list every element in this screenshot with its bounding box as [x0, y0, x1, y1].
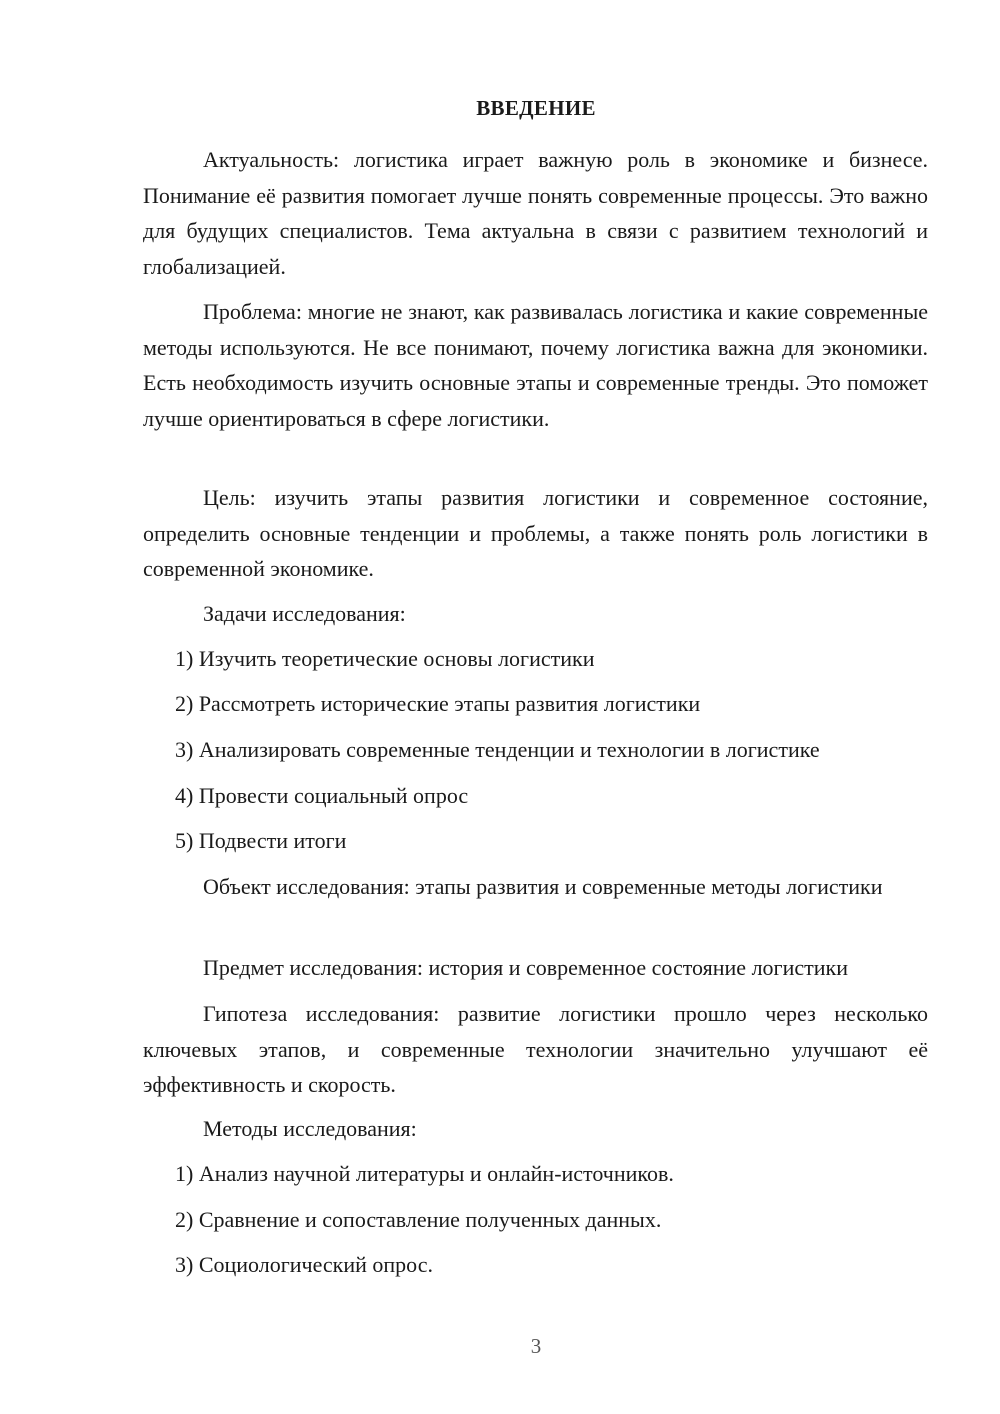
method-item: 2) Сравнение и сопоставление полученных данных.: [175, 1207, 662, 1232]
methods-heading: Методы исследования:: [203, 1116, 417, 1141]
subject-paragraph: Предмет исследования: история и современное состояние логистики: [203, 955, 848, 980]
task-item: 3) Анализировать современные тенденции и технологии в логистике: [175, 737, 820, 762]
task-item: 5) Подвести итоги: [175, 828, 347, 853]
hypothesis-paragraph: Гипотеза исследования: развитие логистики прошло через несколько ключевых этапов, и современные технологии значительно улучшают её эффективность и скорость.: [143, 1001, 928, 1097]
goal-paragraph: Цель: изучить этапы развития логистики и современное состояние, определить основные тенденции и проблемы, а также понять роль логистики в современной экономике.: [143, 485, 928, 581]
page-number: 3: [530, 1334, 542, 1358]
task-item: 1) Изучить теоретические основы логистики: [175, 646, 595, 671]
object-paragraph: Объект исследования: этапы развития и современные методы логистики: [203, 874, 883, 899]
task-item: 2) Рассмотреть исторические этапы развития логистики: [175, 691, 701, 716]
page-title: ВВЕДЕНИЕ: [476, 96, 596, 120]
method-item: 1) Анализ научной литературы и онлайн-источников.: [175, 1161, 674, 1186]
method-item: 3) Социологический опрос.: [175, 1252, 433, 1277]
task-item: 4) Провести социальный опрос: [175, 783, 469, 808]
problem-paragraph: Проблема: многие не знают, как развивалась логистика и какие современные методы используются. Не все понимают, почему логистика важна для экономики. Есть необходимость изучить основные этапы и современные тренды. Это поможет лучше ориентироваться в сфере логистики.: [143, 299, 928, 431]
relevance-paragraph: Актуальность: логистика играет важную роль в экономике и бизнесе. Понимание её развития помогает лучше понять современные процессы. Это важно для будущих специалистов. Тема актуальна в связи с развитием технологий и глобализацией.: [143, 147, 928, 279]
tasks-heading: Задачи исследования:: [203, 601, 406, 626]
